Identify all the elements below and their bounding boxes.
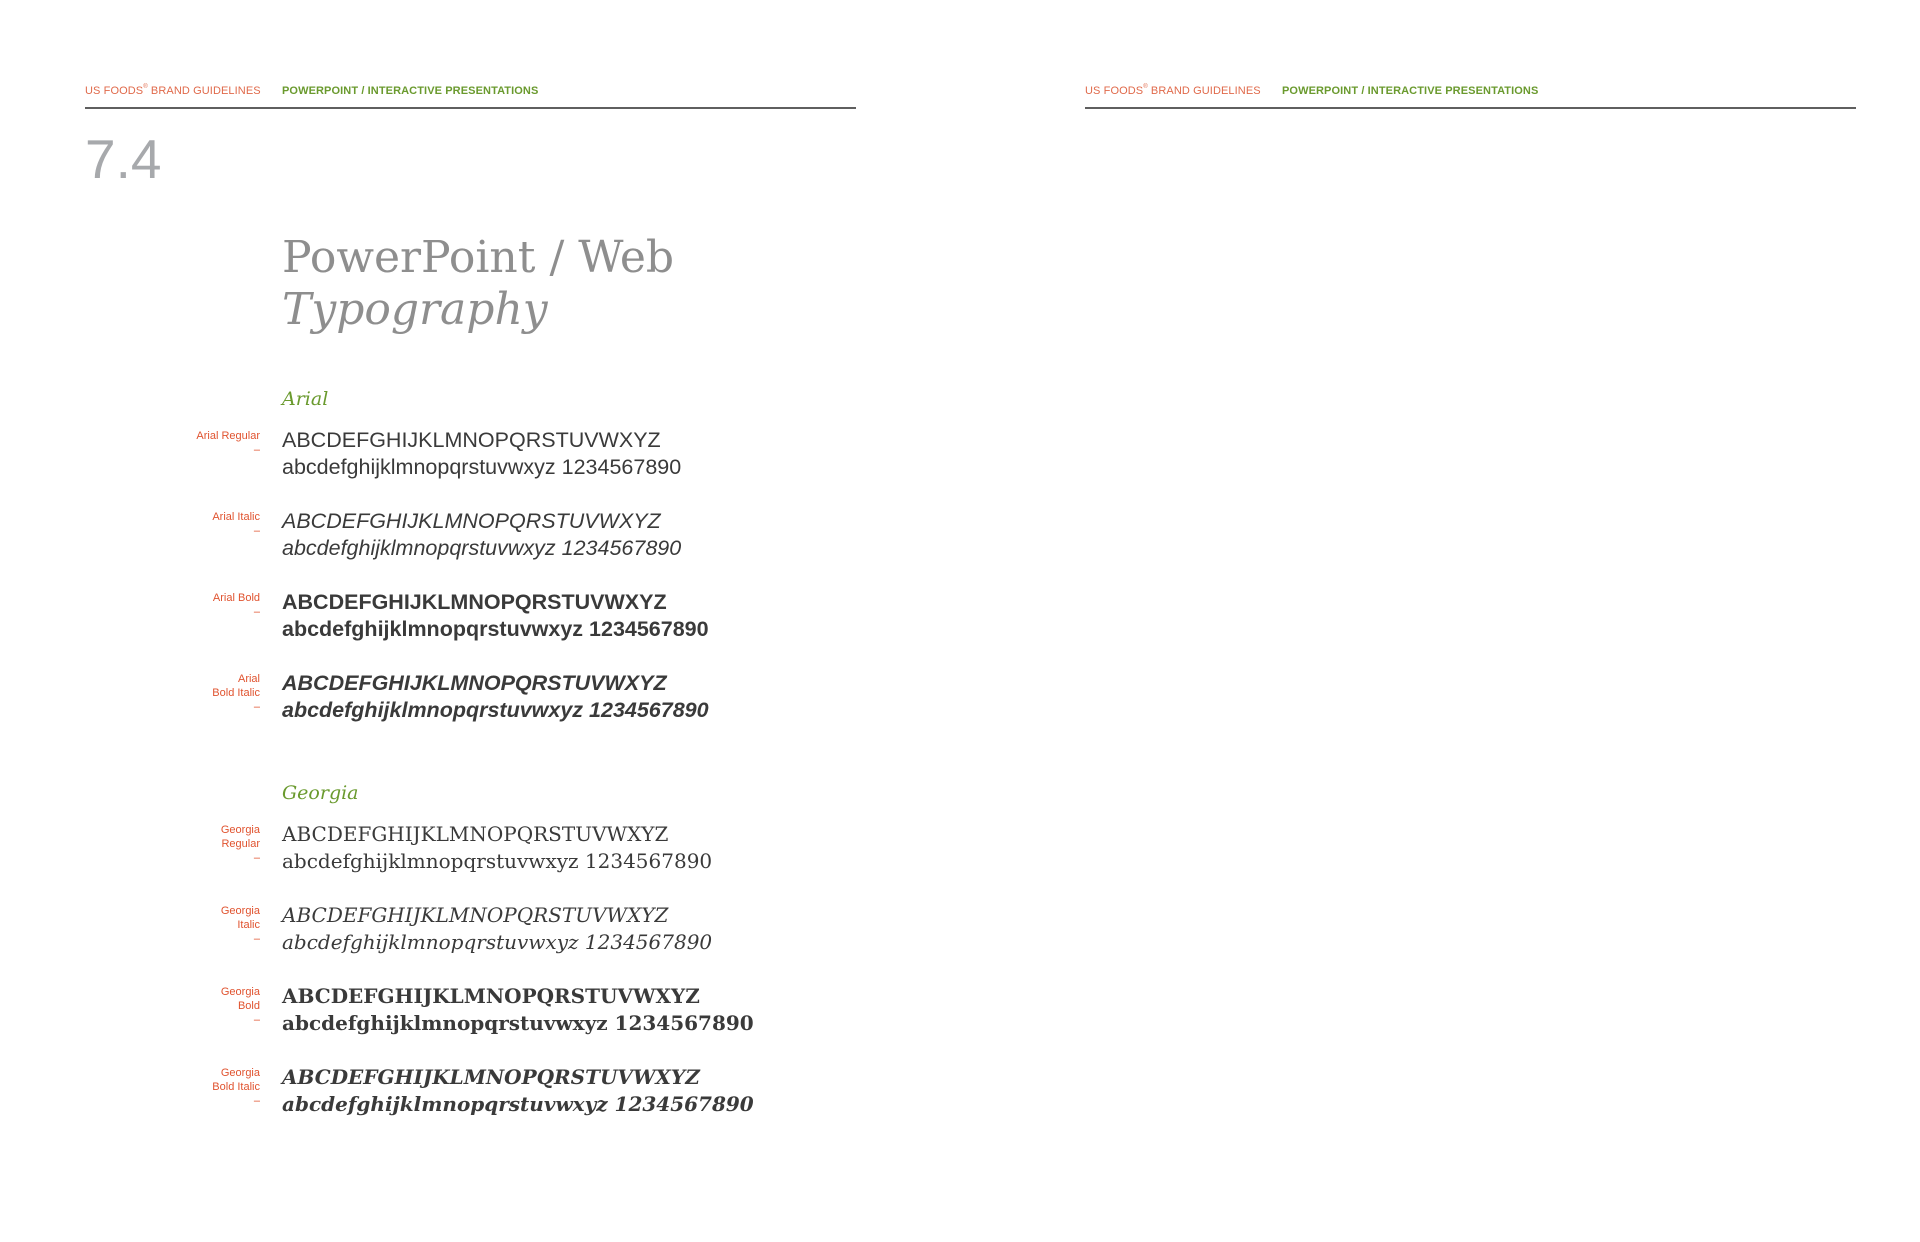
sample-georgia-bold-italic	[0, 1064, 960, 1124]
sample-text: ABCDEFGHIJKLMNOPQRSTUVWXYZ abcdefghijklmnopqrstuvwxyz 1234567890	[282, 509, 682, 560]
sample-label: Georgia Italic –	[220, 905, 260, 945]
header-brand: US FOODS® BRAND GUIDELINES	[85, 84, 261, 97]
sample-text: ABCDEFGHIJKLMNOPQRSTUVWXYZ abcdefghijklmnopqrstuvwxyz 1234567890	[282, 1065, 754, 1116]
header-section: POWERPOINT / INTERACTIVE PRESENTATIONS	[1282, 85, 1539, 97]
sample-text: ABCDEFGHIJKLMNOPQRSTUVWXYZ abcdefghijklmnopqrstuvwxyz 1234567890	[282, 984, 754, 1035]
header-section: POWERPOINT / INTERACTIVE PRESENTATIONS	[282, 85, 539, 97]
sample-arial-bold-italic	[0, 670, 960, 730]
sample-label: Arial Italic –	[212, 511, 260, 537]
sample-arial-regular	[0, 427, 960, 487]
sample-label: Georgia Regular –	[220, 824, 260, 864]
sample-text: ABCDEFGHIJKLMNOPQRSTUVWXYZ abcdefghijklmnopqrstuvwxyz 1234567890	[282, 903, 713, 954]
sample-label: Arial Bold Italic –	[212, 673, 260, 713]
page-title	[282, 232, 674, 336]
sample-label: Georgia Bold Italic –	[212, 1067, 260, 1107]
sample-text: ABCDEFGHIJKLMNOPQRSTUVWXYZ abcdefghijklmnopqrstuvwxyz 1234567890	[282, 671, 709, 722]
sample-label: Georgia Bold –	[220, 986, 260, 1026]
sample-text: ABCDEFGHIJKLMNOPQRSTUVWXYZ abcdefghijklmnopqrstuvwxyz 1234567890	[282, 428, 682, 479]
sample-label: Arial Bold –	[212, 592, 260, 618]
sample-georgia-bold	[0, 983, 960, 1043]
section-number: 7.4	[85, 128, 162, 190]
sample-arial-bold	[0, 589, 960, 649]
title-line-1: PowerPoint / Web	[282, 232, 675, 283]
sample-text: ABCDEFGHIJKLMNOPQRSTUVWXYZ abcdefghijklmnopqrstuvwxyz 1234567890	[282, 822, 713, 873]
page-header	[1085, 85, 1856, 109]
sample-georgia-regular	[0, 821, 960, 881]
sample-georgia-italic	[0, 902, 960, 962]
sample-text: ABCDEFGHIJKLMNOPQRSTUVWXYZ abcdefghijklmnopqrstuvwxyz 1234567890	[282, 590, 709, 641]
page-header	[85, 85, 856, 109]
title-line-2: Typography	[282, 284, 548, 335]
header-brand: US FOODS® BRAND GUIDELINES	[1085, 84, 1261, 97]
family-heading-arial: Arial	[282, 388, 329, 410]
family-heading-georgia: Georgia	[282, 782, 359, 804]
right-page	[960, 0, 1920, 1242]
sample-arial-italic	[0, 508, 960, 568]
sample-label: Arial Regular –	[196, 430, 260, 456]
